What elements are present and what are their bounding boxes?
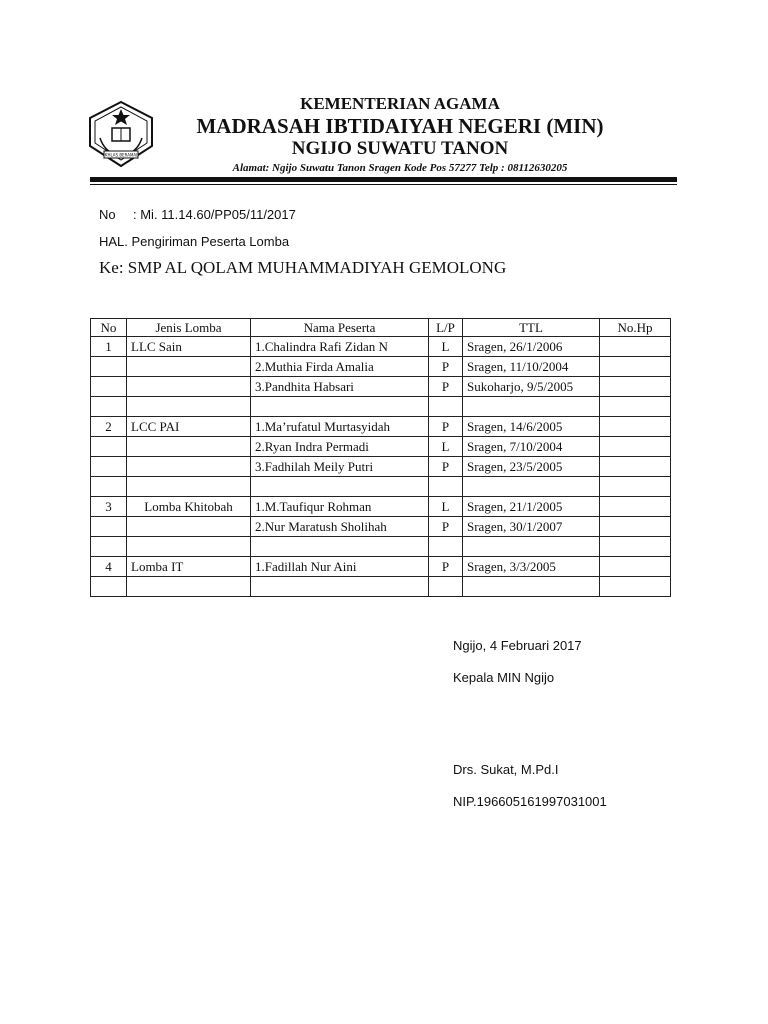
cell-lp: L [429, 497, 463, 517]
table-row [91, 577, 671, 597]
cell-nama [251, 577, 429, 597]
cell-hp [600, 577, 671, 597]
cell-no: 1 [91, 337, 127, 357]
cell-lp: L [429, 437, 463, 457]
cell-ttl: Sragen, 30/1/2007 [463, 517, 600, 537]
cell-no [91, 457, 127, 477]
school-location: NGIJO SUWATU TANON [291, 138, 509, 159]
table-header-row [91, 319, 671, 337]
cell-nama: 1.Chalindra Rafi Zidan N [251, 337, 429, 357]
cell-no [91, 377, 127, 397]
cell-hp [600, 457, 671, 477]
cell-ttl: Sragen, 26/1/2006 [463, 337, 600, 357]
cell-jenis: Lomba IT [127, 557, 251, 577]
cell-jenis [127, 577, 251, 597]
signature-title: Kepala MIN Ngijo [453, 670, 555, 685]
cell-lp [429, 577, 463, 597]
cell-jenis [127, 397, 251, 417]
table-row [91, 337, 671, 357]
cell-no [91, 477, 127, 497]
cell-jenis [127, 517, 251, 537]
table-row [91, 497, 671, 517]
school-name: MADRASAH IBTIDAIYAH NEGERI (MIN) [196, 114, 604, 138]
cell-ttl: Sragen, 3/3/2005 [463, 557, 600, 577]
cell-ttl [463, 397, 600, 417]
cell-hp [600, 397, 671, 417]
table-row [91, 457, 671, 477]
letter-number [99, 207, 296, 222]
col-header-nama: Nama Peserta [251, 319, 429, 337]
cell-ttl: Sragen, 14/6/2005 [463, 417, 600, 437]
table-row [91, 537, 671, 557]
cell-jenis [127, 437, 251, 457]
logo-motto: IKHLAS BERAMAL [103, 152, 139, 158]
cell-ttl: Sragen, 21/1/2005 [463, 497, 600, 517]
cell-no: 2 [91, 417, 127, 437]
cell-no [91, 577, 127, 597]
cell-ttl: Sragen, 23/5/2005 [463, 457, 600, 477]
cell-lp: P [429, 377, 463, 397]
letter-number-value: : Mi. 11.14.60/PP05/11/2017 [133, 207, 296, 222]
cell-nama: 3.Pandhita Habsari [251, 377, 429, 397]
header-rule-thin [90, 184, 677, 185]
cell-hp [600, 337, 671, 357]
cell-hp [600, 537, 671, 557]
cell-ttl: Sragen, 11/10/2004 [463, 357, 600, 377]
cell-lp: P [429, 557, 463, 577]
cell-jenis: LLC Sain [127, 337, 251, 357]
cell-lp: P [429, 457, 463, 477]
table-row [91, 377, 671, 397]
col-header-hp: No.Hp [600, 319, 671, 337]
table-row [91, 357, 671, 377]
table-row [91, 557, 671, 577]
cell-nama [251, 477, 429, 497]
cell-hp [600, 477, 671, 497]
col-header-ttl: TTL [463, 319, 600, 337]
school-address: Alamat: Ngijo Suwatu Tanon Sragen Kode Pos 57277 Telp : 08112630205 [232, 162, 568, 174]
cell-ttl [463, 477, 600, 497]
cell-no [91, 537, 127, 557]
cell-jenis [127, 477, 251, 497]
cell-no [91, 517, 127, 537]
letter-number-label: No [99, 207, 116, 222]
ministry-name: KEMENTERIAN AGAMA [300, 94, 500, 113]
cell-nama: 2.Muthia Firda Amalia [251, 357, 429, 377]
cell-jenis [127, 457, 251, 477]
cell-ttl: Sragen, 7/10/2004 [463, 437, 600, 457]
participants-table [90, 318, 671, 597]
cell-hp [600, 377, 671, 397]
cell-hp [600, 517, 671, 537]
cell-jenis [127, 357, 251, 377]
cell-no [91, 397, 127, 417]
cell-lp [429, 397, 463, 417]
cell-hp [600, 357, 671, 377]
table-row [91, 477, 671, 497]
cell-lp [429, 477, 463, 497]
cell-nama: 1.M.Taufiqur Rohman [251, 497, 429, 517]
table-row [91, 397, 671, 417]
col-header-no: No [91, 319, 127, 337]
cell-nama [251, 397, 429, 417]
cell-hp [600, 437, 671, 457]
cell-lp: P [429, 357, 463, 377]
kemenag-logo [84, 98, 158, 170]
cell-nama: 3.Fadhilah Meily Putri [251, 457, 429, 477]
cell-no [91, 437, 127, 457]
cell-lp [429, 537, 463, 557]
cell-jenis [127, 377, 251, 397]
cell-nama: 2.Ryan Indra Permadi [251, 437, 429, 457]
cell-nama: 2.Nur Maratush Sholihah [251, 517, 429, 537]
signature-place-date: Ngijo, 4 Februari 2017 [453, 638, 582, 653]
col-header-jenis: Jenis Lomba [127, 319, 251, 337]
cell-nama [251, 537, 429, 557]
cell-hp [600, 417, 671, 437]
cell-no: 3 [91, 497, 127, 517]
cell-hp [600, 557, 671, 577]
cell-nama: 1.Ma’rufatul Murtasyidah [251, 417, 429, 437]
cell-ttl [463, 577, 600, 597]
cell-lp: L [429, 337, 463, 357]
cell-jenis: LCC PAI [127, 417, 251, 437]
cell-lp: P [429, 417, 463, 437]
cell-no: 4 [91, 557, 127, 577]
cell-lp: P [429, 517, 463, 537]
signature-name: Drs. Sukat, M.Pd.I [453, 762, 559, 777]
table-row [91, 417, 671, 437]
letter-recipient: Ke: SMP AL QOLAM MUHAMMADIYAH GEMOLONG [99, 258, 507, 277]
table-row [91, 517, 671, 537]
cell-jenis [127, 537, 251, 557]
signature-nip: NIP.196605161997031001 [453, 794, 607, 809]
cell-ttl: Sukoharjo, 9/5/2005 [463, 377, 600, 397]
cell-nama: 1.Fadillah Nur Aini [251, 557, 429, 577]
col-header-lp: L/P [429, 319, 463, 337]
header-rule-thick [90, 177, 677, 182]
table-row [91, 437, 671, 457]
cell-jenis: Lomba Khitobah [127, 497, 251, 517]
letter-subject: HAL. Pengiriman Peserta Lomba [99, 234, 290, 249]
cell-no [91, 357, 127, 377]
cell-ttl [463, 537, 600, 557]
cell-hp [600, 497, 671, 517]
